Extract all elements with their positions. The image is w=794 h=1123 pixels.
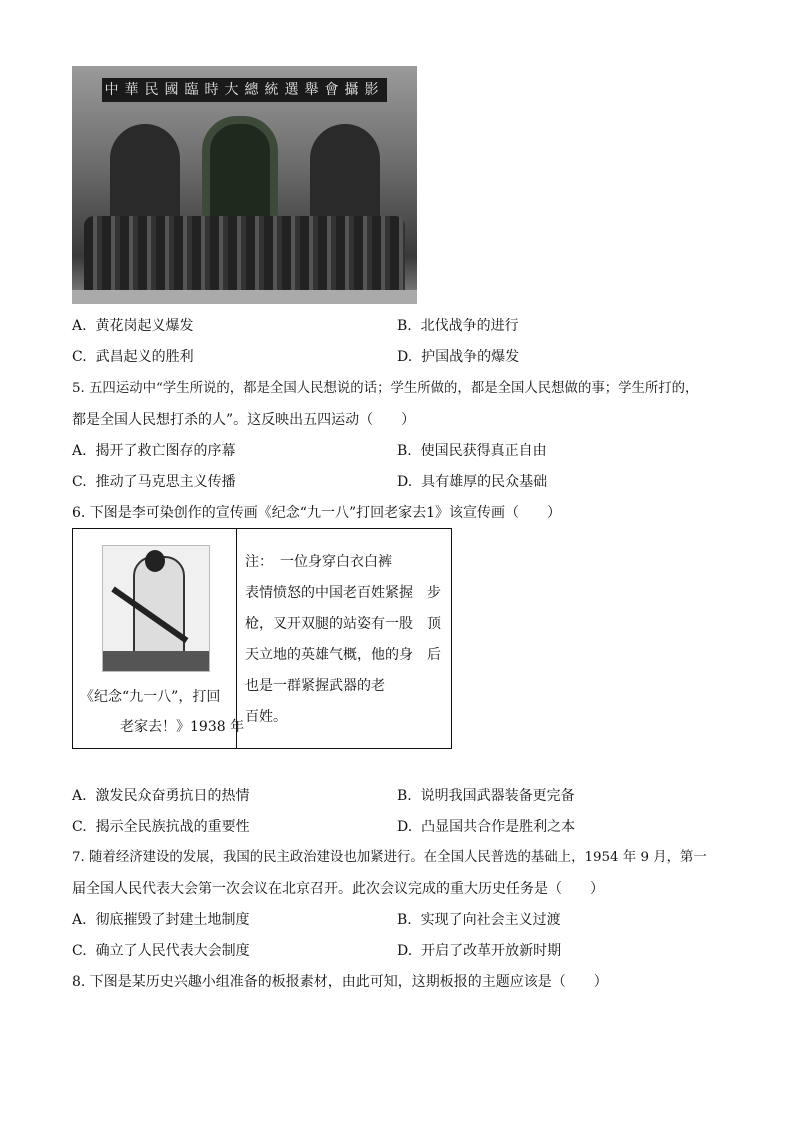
q7-option-d: D. 开启了改革开放新时期 [397,943,562,959]
q7-option-c: C. 确立了人民代表大会制度 [72,943,250,959]
q6-table-divider [236,529,237,748]
poster-caption-line2: 老家去！》1938 年 [120,719,245,735]
q6-option-b: B. 说明我国武器装备更完备 [397,788,575,804]
q7-stem-line2: 届全国人民代表大会第一次会议在北京召开。此次会议完成的重大历史任务是（ ） [72,881,604,897]
ground [72,290,417,304]
q6-note-line4: 天立地的英雄气概，他的身 后 [245,647,441,663]
q5-option-c: C. 推动了马克思主义传播 [72,474,236,490]
q4-option-d: D. 护国战争的爆发 [397,349,520,365]
q4-option-b: B. 北伐战争的进行 [397,318,519,334]
center-arch [202,116,278,232]
q6-note-line5: 也是一群紧握武器的老 [245,678,385,694]
q6-note-line2: 表情愤怒的中国老百姓紧握 步 [245,585,441,601]
q5-stem-line2: 都是全国人民想打杀的人”。这反映出五四运动（ ） [72,412,416,428]
q5-option-b: B. 使国民获得真正自由 [397,443,547,459]
q4-option-a: A. 黄花岗起义爆发 [72,318,194,334]
q5-option-a: A. 揭开了救亡图存的序幕 [72,443,236,459]
poster-head [145,550,165,572]
photo-banner: 中華民國臨時大總統選舉會攝影 [102,78,387,102]
q7-option-b: B. 实现了向社会主义过渡 [397,912,561,928]
q5-option-d: D. 具有雄厚的民众基础 [397,474,548,490]
q6-option-a: A. 激发民众奋勇抗日的热情 [72,788,250,804]
q6-option-c: C. 揭示全民族抗战的重要性 [72,819,250,835]
crowd [84,216,405,294]
q8-stem: 8. 下图是某历史兴趣小组准备的板报素材，由此可知，这期板报的主题应该是（ ） [72,974,608,990]
q6-option-d: D. 凸显国共合作是胜利之本 [397,819,576,835]
q7-option-a: A. 彻底摧毁了封建土地制度 [72,912,250,928]
q6-note-line3: 枪，叉开双腿的站姿有一股 顶 [245,616,441,632]
q5-stem-line1: 5. 五四运动中“学生所说的，都是全国人民想说的话；学生所做的，都是全国人民想做的事；学生所打的， [72,381,699,396]
q4-option-c: C. 武昌起义的胜利 [72,349,194,365]
q6-note-line6: 百姓。 [245,709,287,725]
election-photo [72,66,417,304]
propaganda-poster [102,545,210,672]
q6-note-line1: 注： 一位身穿白衣白裤 [245,554,392,570]
poster-ground [103,651,209,671]
poster-caption-line1: 《纪念“九一八”，打回 [80,689,221,705]
q6-stem: 6. 下图是李可染创作的宣传画《纪念“九一八”打回老家去1》该宣传画（ ） [72,505,562,521]
q7-stem-line1: 7. 随着经济建设的发展，我国的民主政治建设也加紧进行。在全国人民普选的基础上，1954 年 9 月，第一 [72,850,707,865]
